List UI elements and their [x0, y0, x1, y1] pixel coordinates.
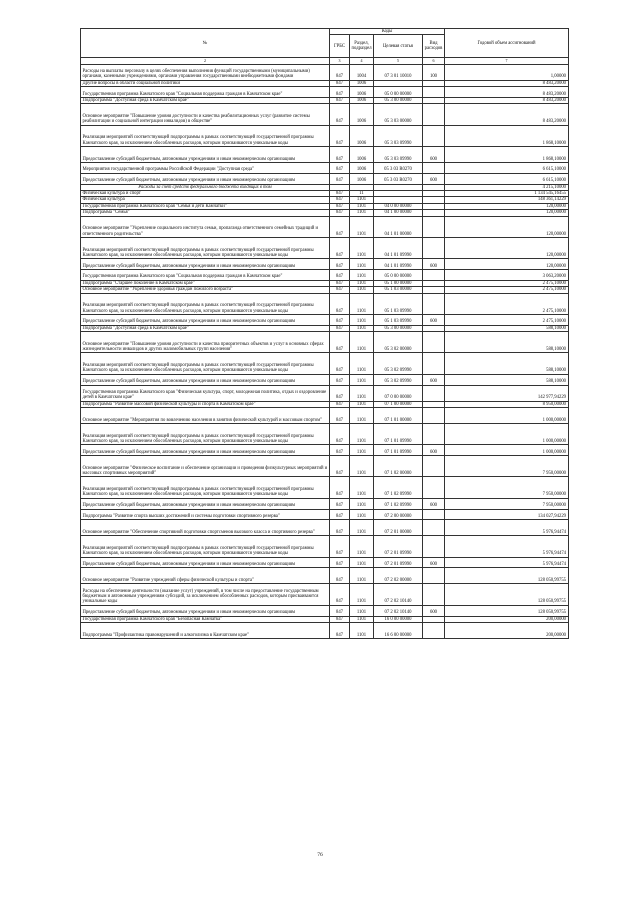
row-grbs: 847 [330, 147, 350, 163]
row-grbs: 847 [330, 64, 350, 80]
row-expense-type [423, 568, 445, 584]
row-amount: 120,00000 [445, 237, 569, 258]
table-row [81, 477, 569, 498]
row-name: Подпрограмма "Доступная среда в Камчатском крае" [81, 97, 330, 103]
row-expense-type [423, 477, 445, 498]
row-target-article: 04 1 01 00000 [374, 216, 423, 237]
table-row [81, 293, 569, 314]
header-target-article: Целевая статья [374, 35, 423, 58]
row-expense-type [423, 520, 445, 536]
row-expense-type [423, 456, 445, 477]
table-row [81, 568, 569, 584]
row-razdel: 1101 [350, 520, 374, 536]
table-row [81, 407, 569, 423]
row-name: Предоставление субсидий бюджетным, автономным учреждениям и иным некоммерческим организациям [81, 374, 330, 385]
row-grbs: 847 [330, 173, 350, 184]
row-amount: 2 475,10000 [445, 293, 569, 314]
row-expense-type: 600 [423, 374, 445, 385]
row-amount: 128 050,99755 [445, 568, 569, 584]
row-amount: 142 977,94229 [445, 385, 569, 401]
row-grbs: 847 [330, 97, 350, 103]
row-expense-type [423, 536, 445, 557]
row-target-article: 07 1 02 09990 [374, 477, 423, 498]
header-annual-volume: Годовой объем ассигнований [445, 29, 569, 58]
table-row [81, 557, 569, 568]
row-razdel: 1101 [350, 374, 374, 385]
table-body [81, 64, 569, 638]
row-name: Основное мероприятие "Развитие учреждений сферы физической культуры и спорта" [81, 568, 330, 584]
row-grbs: 847 [330, 622, 350, 638]
header-index: 5 [374, 58, 423, 64]
row-grbs: 847 [330, 280, 350, 286]
row-grbs: 847 [330, 237, 350, 258]
row-amount: 588,10000 [445, 325, 569, 331]
row-target-article: 04 1 00 00000 [374, 210, 423, 216]
row-target-article: 16 0 00 00000 [374, 616, 423, 622]
row-expense-type [423, 87, 445, 98]
row-amount: 7 950,00000 [445, 498, 569, 509]
row-name: Основное мероприятие "Обеспечение спортивной подготовки спортсменов высокого класса и спортивного резерва" [81, 520, 330, 536]
row-target-article: 04 1 01 09990 [374, 259, 423, 270]
row-expense-type: 600 [423, 557, 445, 568]
row-name: Другие вопросы в области социальной политики [81, 80, 330, 86]
row-razdel: 1101 [350, 498, 374, 509]
row-amount: 588,10000 [445, 353, 569, 374]
row-expense-type: 600 [423, 147, 445, 163]
table-row [81, 147, 569, 163]
row-grbs: 847 [330, 87, 350, 98]
row-razdel: 1101 [350, 557, 374, 568]
table-row [81, 259, 569, 270]
row-name: Физическая культура [81, 197, 330, 203]
table-row [81, 64, 569, 80]
row-grbs: 847 [330, 210, 350, 216]
row-amount: 120,00000 [445, 259, 569, 270]
row-name: Подпрограмма "Развитие массовой физической культуры и спорта в Камчатском крае" [81, 401, 330, 407]
row-grbs: 847 [330, 203, 350, 209]
row-amount: 8 483,20000 [445, 87, 569, 98]
row-razdel: 1101 [350, 385, 374, 401]
row-name: Государственная программа Камчатского края "Безопасная Камчатка" [81, 616, 330, 622]
row-razdel: 1101 [350, 210, 374, 216]
row-expense-type: 600 [423, 605, 445, 616]
row-name: Подпрограмма "Профилактика правонарушений и алкоголизма в Камчатском крае" [81, 622, 330, 638]
row-name: Предоставление субсидий бюджетным, автономным учреждениям и иным некоммерческим организациям [81, 498, 330, 509]
row-amount: 1,00000 [445, 64, 569, 80]
row-name: Предоставление субсидий бюджетным, автономным учреждениям и иным некоммерческим организациям [81, 557, 330, 568]
table-row [81, 605, 569, 616]
row-grbs: 847 [330, 325, 350, 331]
header-razdel: Раздел, подраздел [350, 35, 374, 58]
table-row [81, 622, 569, 638]
budget-table [80, 28, 569, 639]
row-razdel: 11 [350, 190, 374, 196]
row-amount: 7 950,00000 [445, 477, 569, 498]
row-grbs: 847 [330, 407, 350, 423]
row-expense-type [423, 584, 445, 605]
table-row [81, 125, 569, 146]
row-amount: 8 483,20000 [445, 104, 569, 125]
row-target-article: 07 2 02 10140 [374, 605, 423, 616]
row-grbs: 847 [330, 536, 350, 557]
row-grbs: 847 [330, 557, 350, 568]
row-grbs: 847 [330, 605, 350, 616]
row-grbs: 847 [330, 374, 350, 385]
row-grbs: 847 [330, 190, 350, 196]
row-razdel: 1101 [350, 270, 374, 281]
row-razdel: 1101 [350, 293, 374, 314]
row-expense-type [423, 237, 445, 258]
row-name: Подпрограмма "Семья" [81, 210, 330, 216]
row-amount: 5 976,94474 [445, 520, 569, 536]
row-razdel: 1006 [350, 125, 374, 146]
row-target-article: 05 3 03 R0270 [374, 163, 423, 174]
row-target-article: 07 1 01 09990 [374, 445, 423, 456]
row-grbs: 847 [330, 477, 350, 498]
row-amount: 3 063,20000 [445, 270, 569, 281]
row-razdel: 1006 [350, 97, 374, 103]
row-amount: 8 483,20000 [445, 80, 569, 86]
row-target-article: 05 3 03 R0270 [374, 173, 423, 184]
table-row [81, 385, 569, 401]
row-razdel: 1101 [350, 616, 374, 622]
row-target-article: 05 3 03 09990 [374, 125, 423, 146]
row-grbs: 847 [330, 353, 350, 374]
row-grbs: 847 [330, 259, 350, 270]
row-grbs: 847 [330, 314, 350, 325]
row-amount: 5 976,94474 [445, 536, 569, 557]
row-razdel: 1101 [350, 237, 374, 258]
row-name: Государственная программа Камчатского края "Социальная поддержка граждан в Камчатском крае" [81, 87, 330, 98]
table-row [81, 87, 569, 98]
row-target-article: 07 2 00 00000 [374, 509, 423, 520]
row-grbs: 847 [330, 424, 350, 445]
row-grbs: 847 [330, 509, 350, 520]
table-row [81, 456, 569, 477]
row-amount: 2 475,10000 [445, 280, 569, 286]
row-target-article: 07 2 02 10140 [374, 584, 423, 605]
row-name: Предоставление субсидий бюджетным, автономным учреждениям и иным некоммерческим организациям [81, 605, 330, 616]
row-name: Подпрограмма "Развитие спорта высших достижений и системы подготовки спортивного резерва" [81, 509, 330, 520]
row-razdel: 1101 [350, 568, 374, 584]
row-target-article: 04 0 00 00000 [374, 203, 423, 209]
row-name: Реализация мероприятий соответствующей подпрограммы в рамках соответствующей государственной программы Камчатского края, за исключением обособленных расходов, которым присваиваются уникальные коды [81, 424, 330, 445]
row-name: Расходы на выплаты персоналу в целях обеспечения выполнения функций государственными (муниципальными) органами, казенными учреждениями, органами управления государственными внебюджетными фондами [81, 64, 330, 80]
row-razdel: 1006 [350, 173, 374, 184]
row-amount: 8 483,20000 [445, 97, 569, 103]
row-amount: 120,00000 [445, 210, 569, 216]
row-name: Расходы за счет средств федерального бюджета входящих в том [81, 184, 330, 190]
row-grbs: 847 [330, 104, 350, 125]
row-razdel: 1101 [350, 314, 374, 325]
row-target-article: 07 2 01 09990 [374, 536, 423, 557]
row-amount: 200,00000 [445, 616, 569, 622]
row-expense-type [423, 353, 445, 374]
row-amount: 148 361,14229 [445, 197, 569, 203]
row-razdel: 1006 [350, 147, 374, 163]
row-target-article: 07 2 02 00000 [374, 568, 423, 584]
row-razdel: 1101 [350, 445, 374, 456]
table-row [81, 424, 569, 445]
row-razdel: 1101 [350, 332, 374, 353]
row-razdel: 1101 [350, 197, 374, 203]
table-row [81, 314, 569, 325]
table-row [81, 445, 569, 456]
row-name: Предоставление субсидий бюджетным, автономным учреждениям и иным некоммерческим организациям [81, 173, 330, 184]
table-row [81, 270, 569, 281]
row-name: Предоставление субсидий бюджетным, автономным учреждениям и иным некоммерческим организациям [81, 147, 330, 163]
table-row [81, 374, 569, 385]
table-row [81, 173, 569, 184]
table-row [81, 332, 569, 353]
row-razdel: 1101 [350, 622, 374, 638]
row-target-article: 07 1 01 00000 [374, 407, 423, 423]
header-grbs: ГРБС [330, 35, 350, 58]
row-expense-type: 600 [423, 259, 445, 270]
row-name: Предоставление субсидий бюджетным, автономным учреждениям и иным некоммерческим организациям [81, 314, 330, 325]
row-name: Расходы на обеспечение деятельности (оказание услуг) учреждений, в том числе на предоставление государственным бюджетным и автономным учреждениям субсидий, за исключением обособленных расходов, которым присваиваются уникальные коды [81, 584, 330, 605]
row-razdel: 1101 [350, 509, 374, 520]
table-row [81, 536, 569, 557]
row-razdel: 1101 [350, 280, 374, 286]
row-name: Основное мероприятие "Физическое воспитание и обеспечение организации и проведения физкультурных мероприятий и массовых спортивных мероприятий" [81, 456, 330, 477]
row-name: Государственная программа Камчатского края "Семья и дети Камчатки" [81, 203, 330, 209]
table-row [81, 584, 569, 605]
row-grbs: 847 [330, 498, 350, 509]
table-row [81, 237, 569, 258]
row-name: Реализация мероприятий соответствующей подпрограммы в рамках соответствующей государственной программы Камчатского края, за исключением обособленных расходов, которым присваиваются уникальные коды [81, 536, 330, 557]
row-razdel: 1006 [350, 80, 374, 86]
row-target-article: 05 1 03 09990 [374, 293, 423, 314]
row-name: Основное мероприятие "Повышение уровня доступности и качества реабилитационных услуг (развитие системы реабилитации и социальной интеграции инвалидов) в обществе" [81, 104, 330, 125]
row-name: Предоставление субсидий бюджетным, автономным учреждениям и иным некоммерческим организациям [81, 445, 330, 456]
row-expense-type [423, 407, 445, 423]
header-index: 4 [350, 58, 374, 64]
row-target-article: 07 2 01 00000 [374, 520, 423, 536]
row-expense-type [423, 104, 445, 125]
row-target-article: 04 1 01 09990 [374, 237, 423, 258]
row-razdel: 1101 [350, 605, 374, 616]
row-grbs: 847 [330, 568, 350, 584]
row-target-article: 05 3 00 00000 [374, 97, 423, 103]
row-razdel: 1006 [350, 87, 374, 98]
row-razdel: 1101 [350, 401, 374, 407]
row-expense-type [423, 385, 445, 401]
row-expense-type [423, 424, 445, 445]
row-target-article: 07 0 00 00000 [374, 385, 423, 401]
row-amount: 6 615,10000 [445, 163, 569, 174]
header-expense-type: Вид расходов [423, 35, 445, 58]
row-target-article: 07 1 00 00000 [374, 401, 423, 407]
row-target-article: 05 1 03 09990 [374, 314, 423, 325]
row-name: Реализация мероприятий соответствующей подпрограммы в рамках соответствующей государственной программы Камчатского края, за исключением обособленных расходов, которым присваиваются уникальные коды [81, 353, 330, 374]
row-grbs: 847 [330, 270, 350, 281]
row-grbs: 847 [330, 125, 350, 146]
row-expense-type [423, 270, 445, 281]
row-target-article: 05 3 02 09990 [374, 374, 423, 385]
row-amount: 120,00000 [445, 216, 569, 237]
row-razdel: 1006 [350, 163, 374, 174]
row-razdel: 1101 [350, 407, 374, 423]
row-target-article: 07 1 02 00000 [374, 456, 423, 477]
row-grbs: 847 [330, 445, 350, 456]
row-expense-type [423, 125, 445, 146]
row-grbs: 847 [330, 293, 350, 314]
row-target-article: 05 0 00 00000 [374, 87, 423, 98]
row-expense-type [423, 293, 445, 314]
row-amount: 128 050,99755 [445, 605, 569, 616]
row-name: Реализация мероприятий соответствующей подпрограммы в рамках соответствующей государственной программы Камчатского края, за исключением обособленных расходов, которым присваиваются уникальные коды [81, 125, 330, 146]
header-codes: Коды [330, 29, 445, 35]
row-amount: 588,10000 [445, 374, 569, 385]
row-name: Государственная программа Камчатского края "Социальная поддержка граждан в Камчатском крае" [81, 270, 330, 281]
row-razdel: 1006 [350, 104, 374, 125]
table-row [81, 520, 569, 536]
page-number: 76 [317, 852, 323, 858]
row-amount: 6 615,10000 [445, 173, 569, 184]
row-amount: 5 976,94474 [445, 557, 569, 568]
header-index: 2 [81, 58, 330, 64]
row-amount: 134 027,94229 [445, 509, 569, 520]
row-name: Основное мероприятие "Повышение уровня доступности и качества приоритетных объектов и услуг в основных сферах жизнедеятельности инвалидов и других маломобильных групп населения" [81, 332, 330, 353]
row-target-article: 07 2 01 09990 [374, 557, 423, 568]
row-amount: 2 475,10000 [445, 314, 569, 325]
row-amount: 1 134 545,16455 [445, 190, 569, 196]
row-amount: 4 215,10000 [445, 184, 569, 190]
row-razdel: 1101 [350, 259, 374, 270]
row-amount: 1 000,00000 [445, 407, 569, 423]
table-row [81, 216, 569, 237]
table-row [81, 104, 569, 125]
row-razdel: 1101 [350, 424, 374, 445]
row-target-article: 05 3 02 00000 [374, 332, 423, 353]
row-grbs: 847 [330, 80, 350, 86]
row-amount: 588,10000 [445, 332, 569, 353]
row-name: Основное мероприятие "Укрепление здоровья граждан пожилого возраста" [81, 287, 330, 293]
row-amount: 1 000,00000 [445, 445, 569, 456]
row-target-article: 05 3 00 00000 [374, 325, 423, 331]
row-expense-type [423, 163, 445, 174]
row-target-article: 07 1 01 09990 [374, 424, 423, 445]
row-name: Подпрограмма "Доступная среда в Камчатском крае" [81, 325, 330, 331]
row-amount: 120,00000 [445, 203, 569, 209]
row-amount: 128 050,99755 [445, 584, 569, 605]
row-amount: 1 868,10000 [445, 147, 569, 163]
row-expense-type: 600 [423, 314, 445, 325]
row-grbs: 847 [330, 616, 350, 622]
row-razdel: 1101 [350, 477, 374, 498]
row-grbs: 847 [330, 401, 350, 407]
row-name: Реализация мероприятий соответствующей подпрограммы в рамках соответствующей государственной программы Камчатского края, за исключением обособленных расходов, которым присваиваются уникальные коды [81, 293, 330, 314]
row-expense-type [423, 216, 445, 237]
row-name: Подпрограмма "Старшее поколение в Камчатском крае" [81, 280, 330, 286]
row-name: Реализация мероприятий соответствующей подпрограммы в рамках соответствующей государственной программы Камчатского края, за исключением обособленных расходов, которым присваиваются уникальные коды [81, 477, 330, 498]
row-target-article: 05 3 03 00000 [374, 104, 423, 125]
table-row [81, 509, 569, 520]
row-target-article: 05 3 02 09990 [374, 353, 423, 374]
row-amount: 8 950,00000 [445, 401, 569, 407]
header-index: 3 [330, 58, 350, 64]
row-razdel: 1101 [350, 216, 374, 237]
row-razdel: 1101 [350, 203, 374, 209]
row-target-article: 05 1 00 00000 [374, 280, 423, 286]
table-row [81, 498, 569, 509]
row-razdel: 1101 [350, 536, 374, 557]
row-name: Государственная программа Камчатского края "Физическая культура, спорт, молодежная политика, отдых и оздоровление детей в Камчатском крае" [81, 385, 330, 401]
row-razdel: 1101 [350, 353, 374, 374]
row-expense-type: 600 [423, 173, 445, 184]
row-expense-type: 600 [423, 445, 445, 456]
row-target-article: 05 0 00 00000 [374, 270, 423, 281]
row-target-article: 05 1 03 00000 [374, 287, 423, 293]
row-grbs: 847 [330, 385, 350, 401]
row-grbs: 847 [330, 216, 350, 237]
row-target-article: 07 3 01 10010 [374, 64, 423, 80]
table-row [81, 163, 569, 174]
budget-table-page [80, 28, 568, 639]
row-grbs: 847 [330, 287, 350, 293]
row-amount: 7 950,00000 [445, 456, 569, 477]
header-number: № [81, 29, 330, 58]
row-grbs: 847 [330, 456, 350, 477]
table-row [81, 353, 569, 374]
row-target-article: 16 6 00 00000 [374, 622, 423, 638]
row-expense-type [423, 332, 445, 353]
row-name: Мероприятия государственной программы Российской Федерации "Доступная среда" [81, 163, 330, 174]
row-amount: 200,00000 [445, 622, 569, 638]
row-razdel: 1101 [350, 456, 374, 477]
row-razdel: 1101 [350, 287, 374, 293]
row-expense-type [423, 509, 445, 520]
row-expense-type: 600 [423, 498, 445, 509]
row-grbs: 847 [330, 163, 350, 174]
row-name: Основное мероприятие "Укрепление социального института семьи, пропаганда ответственного семейных традиций и ответственного родительства" [81, 216, 330, 237]
row-grbs: 847 [330, 197, 350, 203]
row-expense-type: 100 [423, 64, 445, 80]
row-razdel: 1101 [350, 325, 374, 331]
row-amount: 1 868,10000 [445, 125, 569, 146]
row-amount: 1 000,00000 [445, 424, 569, 445]
row-grbs: 847 [330, 332, 350, 353]
row-expense-type [423, 622, 445, 638]
row-name: Физическая культура и спорт [81, 190, 330, 196]
row-target-article: 07 1 02 09990 [374, 498, 423, 509]
row-name: Реализация мероприятий соответствующей подпрограммы в рамках соответствующей государственной программы Камчатского края, за исключением обособленных расходов, которым присваиваются уникальные коды [81, 237, 330, 258]
row-grbs: 847 [330, 584, 350, 605]
row-target-article: 05 3 03 09990 [374, 147, 423, 163]
row-grbs: 847 [330, 520, 350, 536]
header-index: 7 [445, 58, 569, 64]
row-razdel: 1004 [350, 64, 374, 80]
row-name: Предоставление субсидий бюджетным, автономным учреждениям и иным некоммерческим организациям [81, 259, 330, 270]
row-amount: 2 475,10000 [445, 287, 569, 293]
header-index: 6 [423, 58, 445, 64]
row-razdel: 1101 [350, 584, 374, 605]
row-name: Основное мероприятие "Мероприятия по вовлечению населения в занятия физической культурой и массовым спортом" [81, 407, 330, 423]
